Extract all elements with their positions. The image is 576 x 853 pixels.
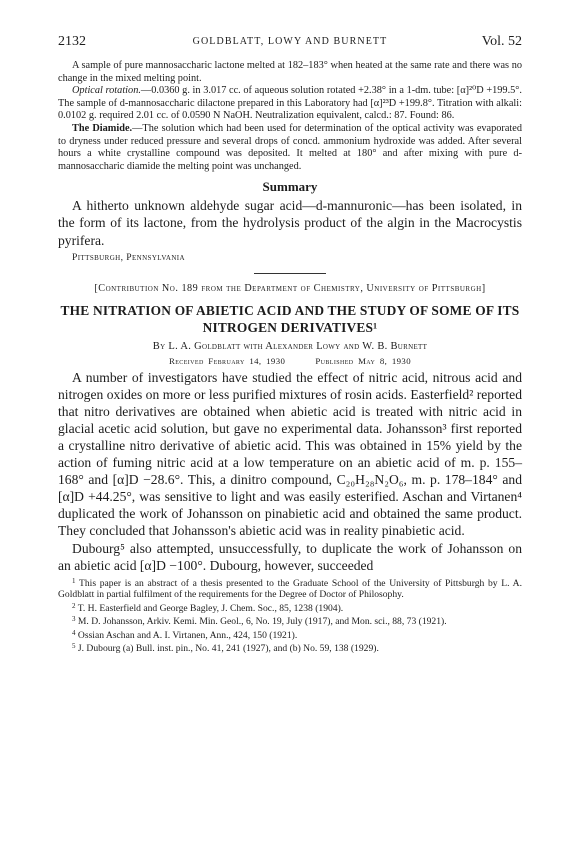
summary-place: Pittsburgh, Pennsylvania (72, 251, 185, 263)
page-header (58, 34, 522, 54)
diamide-text: —The solution which had been used for determination of the optical activity was evaporated to dryness under reduced pressure and several drops of concd. ammonium hydroxide was added. After several hours a white crystalline compound was deposited. It melted at 180° and after mixing with pure d-mannosaccharic diamide the melting point was unchanged. (58, 122, 522, 172)
published-date: Published May 8, 1930 (315, 355, 412, 366)
page-number: 2132 (58, 34, 86, 49)
footnote-5: $^5$ J. Dubourg (a) Bull. inst. pin., No. 41, 241 (1927), and (b) No. 59, 138 (1929). (72, 642, 379, 655)
footnote-3: $^3$ M. D. Johansson, Arkiv. Kemi. Min. Geol., 6, No. 19, July (1917), and Mon. sci., 88, 73 (1921). (72, 615, 447, 628)
article-paragraph-1: A number of investigators have studied the effect of nitric acid, nitrous acid and nitrogen oxides on more or less purified mixtures of rosin acids. Easterfield² reported that nitro derivatives are obtained when abietic acid is treated with nitric acid in glacial acetic acid solution, but gave no experimental data. Johansson³ first reported a crystalline nitro derivative of abietic acid. This was obtained in 15% yield by the action of fuming nitric acid at a low temperature on an abietic acid of m. p. 155–168° and [α]D −28.6°. This, a dinitro compound, C₂₀H₂₈N₂O₆, m. p. 178–184° and [α]D +44.25°, was sensitive to light and was easily esterified. Aschan and Virtanen⁴ duplicated the work of Johansson on pinabietic acid and obtained the same product. They concluded that Johansson's abietic acid was in reality pinabietic acid. (58, 369, 522, 539)
volume-label: Vol. 52 (481, 34, 522, 49)
paragraph-diamide (58, 123, 522, 173)
article-byline: By L. A. Goldblatt with Alexander Lowy and W. B. Burnett (152, 340, 428, 352)
section-divider (254, 273, 326, 274)
footnote-1: $^1$ This paper is an abstract of a thesis presented to the Graduate School of the University of Pittsburgh by L. A. Goldblatt in partial fulfilment of the requirements for the Degree of Doctor of Philosophy. (58, 576, 522, 601)
diamide-label: The Diamide. (72, 122, 133, 134)
summary-heading: Summary (262, 179, 318, 195)
paragraph-optical-rotation (58, 85, 522, 123)
article-dates (58, 356, 522, 366)
optical-rotation-label: Optical rotation. (72, 85, 141, 97)
running-title: GOLDBLATT, LOWY AND BURNETT (192, 36, 388, 47)
footnotes (58, 576, 522, 655)
optical-rotation-text: —0.0360 g. in 3.017 cc. of aqueous solution rotated +2.38° in a 1-dm. tube: [α]²⁰D +199.5°. The sample of d-mannosaccharic dilactone prepared in this Laboratory had [α]²³D +199.8°. Titration with alkali: 0.0102 g. required 2.01 cc. of 0.0590 N NaOH. Neutralization equivalent, calcd.: 87. Found: 86. (58, 85, 522, 122)
article-paragraph-2: Dubourg⁵ also attempted, unsuccessfully, to duplicate the work of Johansson on an abietic acid [α]D −100°. Dubourg, however, succeeded (58, 540, 522, 573)
contribution-line: [Contribution No. 189 from the Department of Chemistry, University of Pittsburgh] (94, 282, 486, 294)
footnote-4: $^4$ Ossian Aschan and A. I. Virtanen, Ann., 424, 150 (1921). (72, 628, 298, 641)
summary-text: A hitherto unknown aldehyde sugar acid—d-mannuronic—has been isolated, in the form of its lactone, from the hydrolysis product of the algin in the Macrocystis pyrifera. (58, 198, 522, 248)
article-title: THE NITRATION OF ABIETIC ACID AND THE STUDY OF SOME OF ITS NITROGEN DERIVATIVES¹ (60, 302, 520, 335)
paragraph-melting-point: A sample of pure mannosaccharic lactone melted at 182–183° when heated at the same rate and there was no change in the mixed melting point. (58, 60, 522, 84)
footnote-2: $^2$ T. H. Easterfield and George Bagley, J. Chem. Soc., 85, 1238 (1904). (72, 601, 344, 614)
received-date: Received February 14, 1930 (168, 355, 286, 366)
